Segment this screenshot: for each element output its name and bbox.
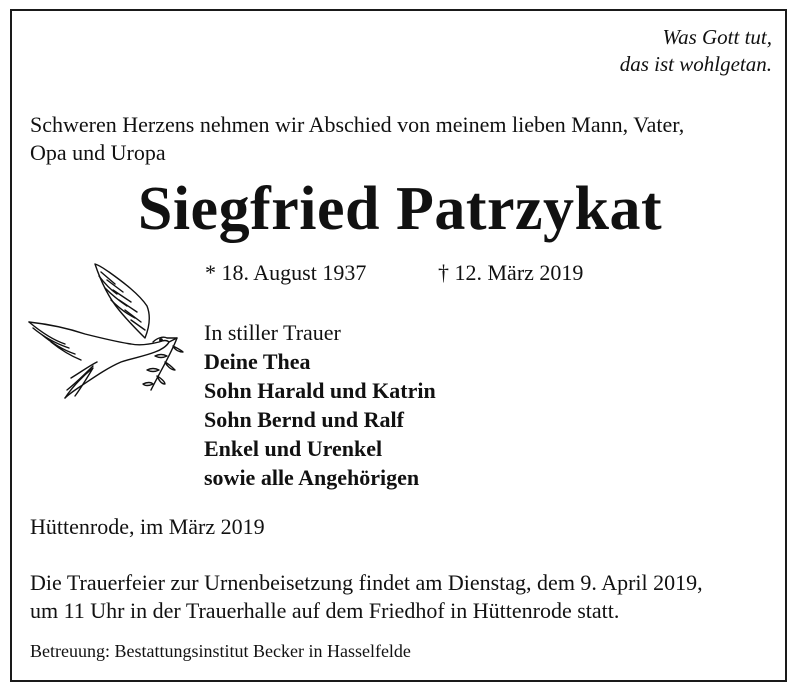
motto-line-2: das ist wohlgetan. bbox=[619, 52, 772, 76]
intro-text bbox=[30, 111, 775, 167]
death-date: † 12. März 2019 bbox=[438, 260, 584, 285]
motto-line-1: Was Gott tut, bbox=[662, 25, 772, 49]
mourner-entry: sowie alle Angehörigen bbox=[204, 465, 420, 490]
mourner-entry: Sohn Harald und Katrin bbox=[204, 378, 436, 403]
service-line-2: um 11 Uhr in der Trauerhalle auf dem Friedhof in Hüttenrode statt. bbox=[30, 598, 620, 623]
mourner-entry: Sohn Bernd und Ralf bbox=[204, 407, 404, 432]
mourners-lead: In stiller Trauer bbox=[204, 320, 341, 345]
birth-date: * 18. August 1937 bbox=[205, 260, 367, 285]
mourners-block bbox=[204, 318, 436, 492]
service-line-1: Die Trauerfeier zur Urnenbeisetzung findet am Dienstag, dem 9. April 2019, bbox=[30, 570, 703, 595]
funeral-service-info bbox=[30, 569, 775, 625]
funeral-home-credit: Betreuung: Bestattungsinstitut Becker in Hasselfelde bbox=[30, 641, 411, 661]
motto bbox=[620, 24, 772, 78]
place-and-date: Hüttenrode, im März 2019 bbox=[30, 514, 265, 539]
intro-line-1: Schweren Herzens nehmen wir Abschied von meinem lieben Mann, Vater, bbox=[30, 112, 685, 137]
intro-line-2: Opa und Uropa bbox=[30, 140, 166, 165]
mourner-entry: Deine Thea bbox=[204, 349, 311, 374]
dove-with-olive-branch-icon bbox=[27, 258, 187, 401]
mourner-entry: Enkel und Urenkel bbox=[204, 436, 383, 461]
deceased-name: Siegfried Patrzykat bbox=[137, 175, 663, 243]
